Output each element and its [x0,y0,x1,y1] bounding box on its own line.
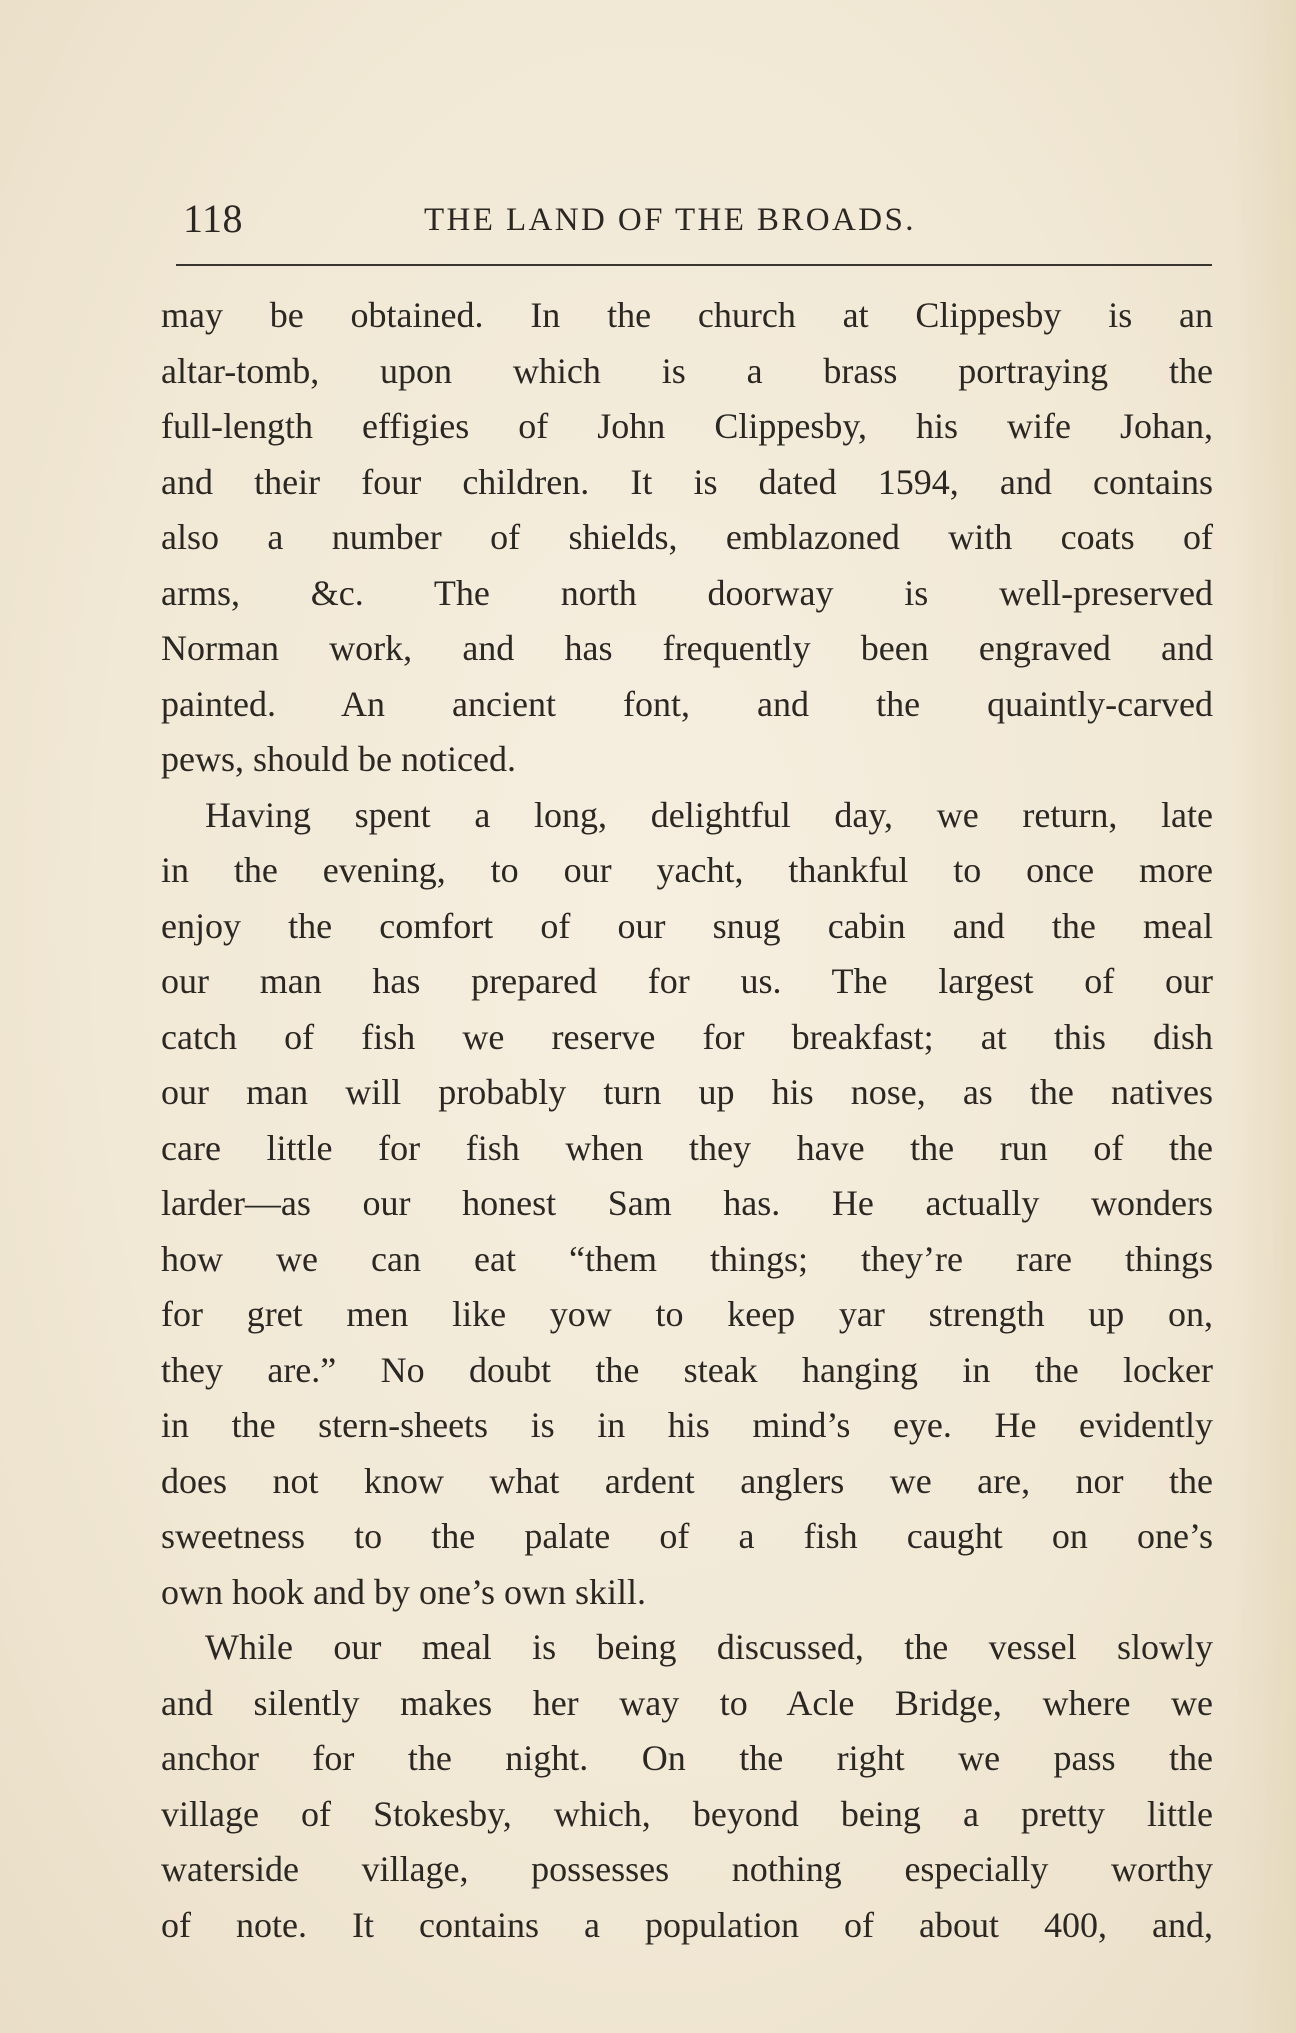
text-line: Norman work, and has frequently been engraved and [161,628,1213,668]
text-line: our man will probably turn up his nose, as the natives [161,1072,1213,1112]
text-line: they are.” No doubt the steak hanging in the locker [161,1349,1213,1390]
text-line: in the stern-sheets is in his mind’s eye. He evidently [161,1405,1213,1445]
header-rule [176,264,1212,266]
text-line: waterside village, possesses nothing especially worthy [161,1849,1213,1889]
text-line: village of Stokesby, which, beyond being a pretty little [161,1793,1213,1834]
running-title: THE LAND OF THE BROADS. [424,202,916,238]
text-line: and silently makes her way to Acle Bridge, where we [161,1682,1213,1723]
text-line: care little for fish when they have the run of the [161,1127,1213,1168]
text-line: how we can eat “them things; they’re rare things [161,1238,1213,1279]
text-line: full-length effigies of John Clippesby, his wife Johan, [161,406,1213,446]
text-line: anchor for the night. On the right we pass the [161,1738,1213,1778]
text-line: sweetness to the palate of a fish caught on one’s [161,1516,1213,1556]
text-line: for gret men like yow to keep yar strength up on, [161,1294,1213,1334]
text-line: may be obtained. In the church at Clippesby is an [161,295,1213,335]
text-line: altar-tomb, upon which is a brass portraying the [161,350,1213,391]
body-text [161,288,1213,1953]
text-line: arms, &c. The north doorway is well-preserved [161,572,1213,613]
text-line: catch of fish we reserve for breakfast; at this dish [161,1016,1213,1057]
text-line: pews, should be noticed. [161,739,516,779]
page-header [183,195,1208,243]
text-line: and their four children. It is dated 1594, and contains [161,461,1213,502]
text-line: does not know what ardent anglers we are, nor the [161,1460,1213,1501]
text-line: of note. It contains a population of about 400, and, [161,1904,1213,1945]
text-line: in the evening, to our yacht, thankful to once more [161,850,1213,890]
page-edge-shadow [1236,0,1296,2033]
text-line: our man has prepared for us. The largest of our [161,961,1213,1001]
text-line: painted. An ancient font, and the quaintly-carved [161,683,1213,724]
text-line: enjoy the comfort of our snug cabin and the meal [161,905,1213,946]
text-line: While our meal is being discussed, the vessel slowly [205,1627,1213,1667]
text-line: own hook and by one’s own skill. [161,1571,646,1612]
text-line: also a number of shields, emblazoned with coats of [161,517,1213,557]
text-line: Having spent a long, delightful day, we return, late [205,794,1213,835]
page-number: 118 [183,196,244,241]
text-line: larder—as our honest Sam has. He actually wonders [161,1183,1213,1223]
